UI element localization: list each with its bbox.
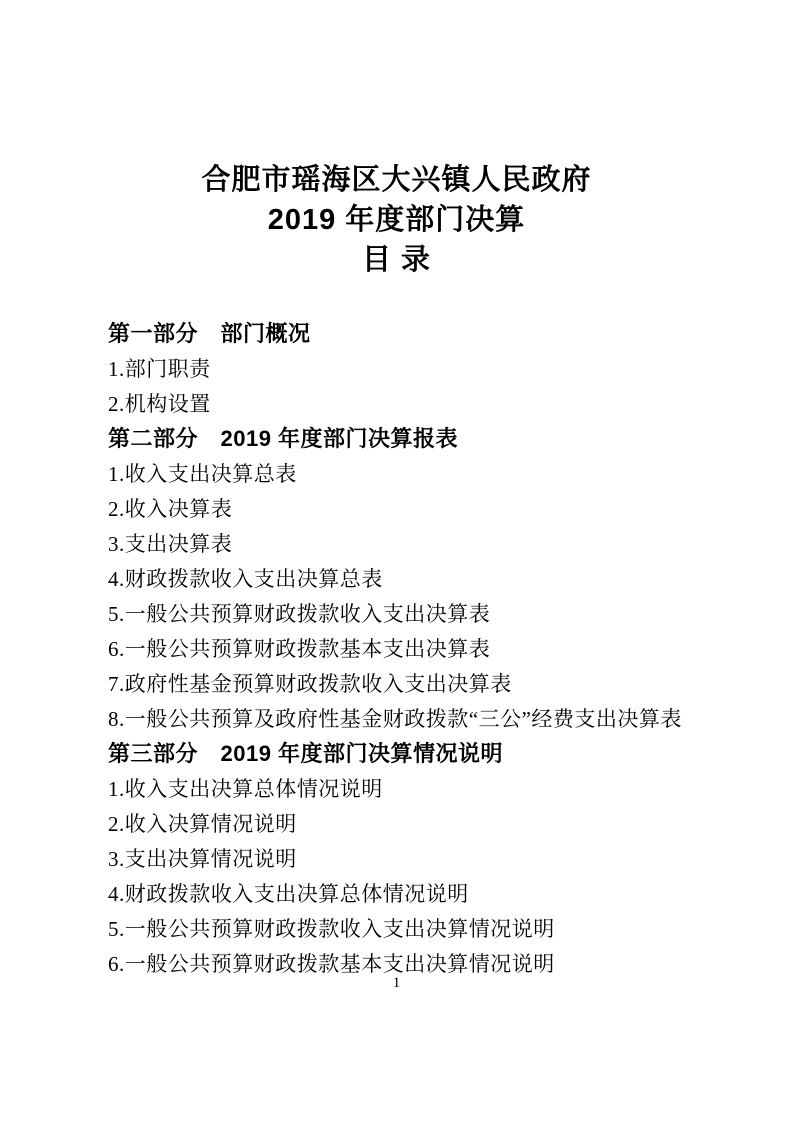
- toc-item: 1.收入支出决算总体情况说明: [108, 776, 383, 801]
- toc-item: 3.支出决算表: [108, 531, 233, 556]
- toc-section-heading-2: 第二部分 2019 年度部门决算报表: [108, 426, 459, 451]
- toc-item: 2.收入决算表: [108, 496, 233, 521]
- toc-item: 2.机构设置: [108, 391, 211, 416]
- toc-item: 1.收入支出决算总表: [108, 461, 297, 486]
- toc-item: 6.一般公共预算财政拨款基本支出决算表: [108, 636, 491, 661]
- table-of-contents: [108, 315, 733, 980]
- toc-item: 8.一般公共预算及政府性基金财政拨款“三公”经费支出决算表: [108, 706, 682, 731]
- document-title: [0, 160, 793, 280]
- toc-item: 7.政府性基金预算财政拨款收入支出决算表: [108, 671, 512, 696]
- toc-item: 5.一般公共预算财政拨款收入支出决算表: [108, 601, 491, 626]
- toc-item: 1.部门职责: [108, 356, 211, 381]
- toc-section-heading-1: 第一部分 部门概况: [108, 321, 311, 346]
- page-number: 1: [392, 975, 401, 991]
- toc-section-heading-3: 第三部分 2019 年度部门决算情况说明: [108, 741, 504, 766]
- toc-item: 4.财政拨款收入支出决算总体情况说明: [108, 881, 469, 906]
- toc-item: 4.财政拨款收入支出决算总表: [108, 566, 383, 591]
- toc-item: 5.一般公共预算财政拨款收入支出决算情况说明: [108, 916, 555, 941]
- toc-item: 6.一般公共预算财政拨款基本支出决算情况说明: [108, 951, 555, 976]
- document-title-line-3: 目 录: [361, 244, 432, 276]
- document-title-line-1: 合肥市瑶海区大兴镇人民政府: [201, 164, 592, 196]
- toc-item: 2.收入决算情况说明: [108, 811, 297, 836]
- toc-item: 3.支出决算情况说明: [108, 846, 297, 871]
- document-title-line-2: 2019 年度部门决算: [267, 204, 526, 236]
